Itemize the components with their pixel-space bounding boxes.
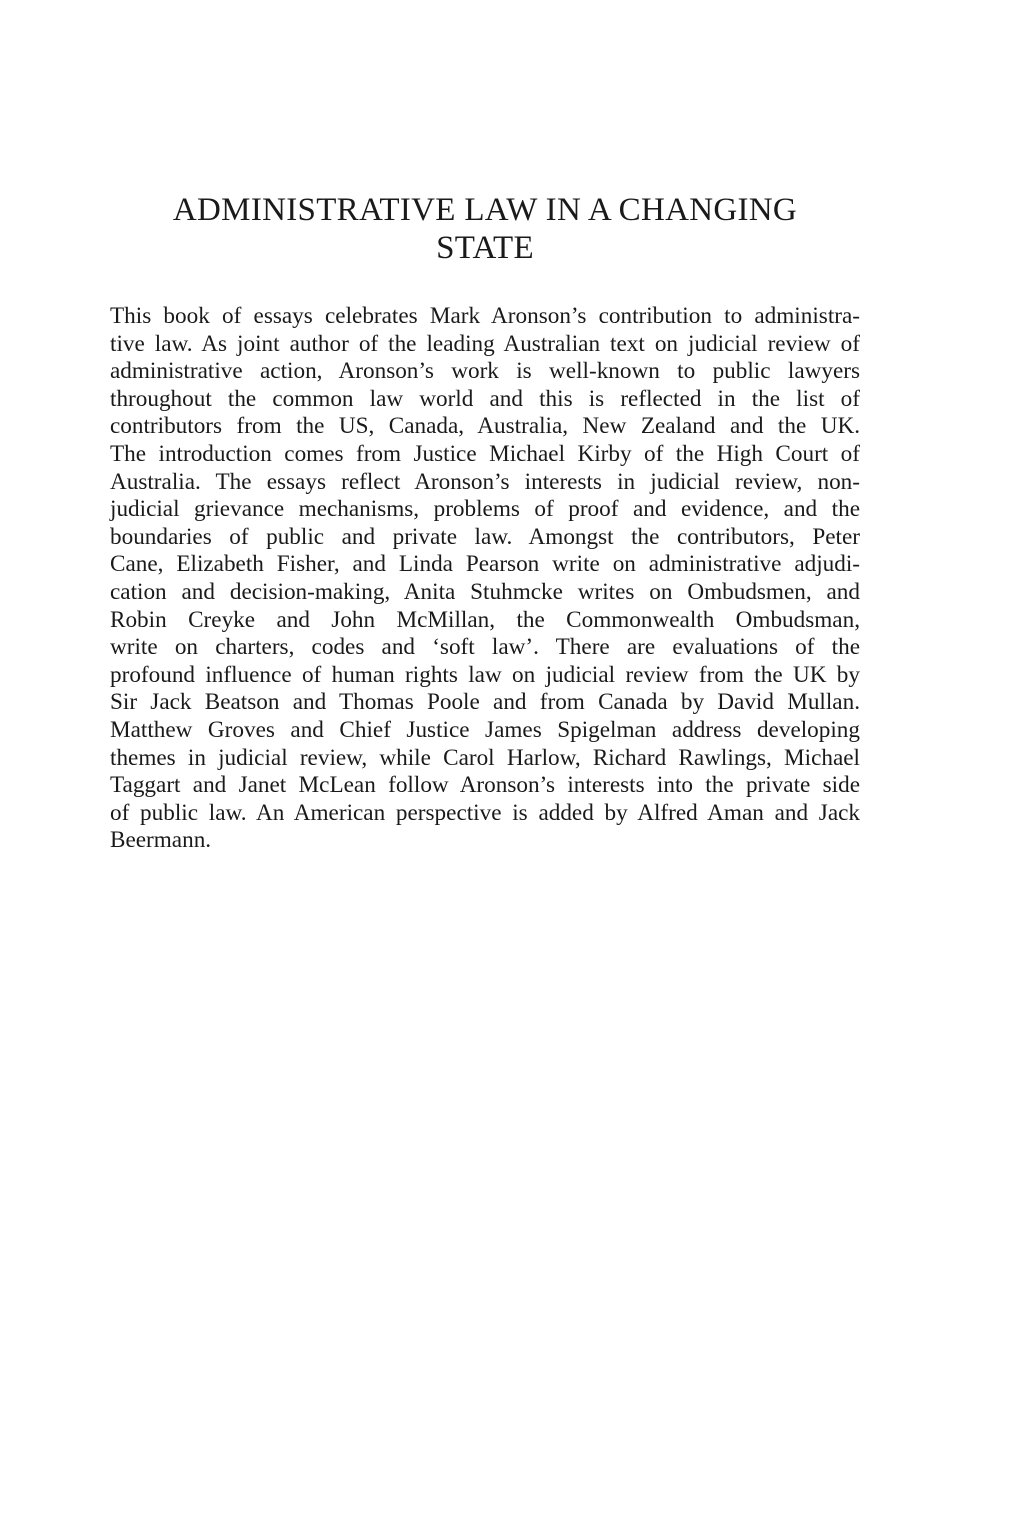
description-line: of public law. An American perspective is added by Alfred Aman and Jack <box>110 799 860 826</box>
book-title <box>110 191 860 267</box>
description-line: Cane, Elizabeth Fisher, and Linda Pearson write on administrative adjudi- <box>110 551 860 578</box>
description-line: judicial grievance mechanisms, problems of proof and evidence, and the <box>110 496 860 523</box>
description-line: The introduction comes from Justice Michael Kirby of the High Court of <box>110 440 860 467</box>
description-line: Robin Creyke and John McMillan, the Commonwealth Ombudsman, <box>110 606 860 633</box>
description-line: profound influence of human rights law on judicial review from the UK by <box>110 661 860 688</box>
description-line: cation and decision-making, Anita Stuhmcke writes on Ombudsmen, and <box>110 578 860 605</box>
book-description <box>110 303 860 855</box>
description-line: Australia. The essays reflect Aronson’s interests in judicial review, non- <box>110 468 860 495</box>
description-line: administrative action, Aronson’s work is well-known to public lawyers <box>110 358 860 385</box>
description-line: This book of essays celebrates Mark Aronson’s contribution to administra- <box>110 303 860 329</box>
description-line: contributors from the US, Canada, Australia, New Zealand and the UK. <box>110 413 860 440</box>
description-line: write on charters, codes and ‘soft law’. There are evaluations of the <box>110 634 860 661</box>
book-title-line: ADMINISTRATIVE LAW IN A CHANGING <box>172 192 798 229</box>
description-line: themes in judicial review, while Carol Harlow, Richard Rawlings, Michael <box>110 744 860 771</box>
description-line: Taggart and Janet McLean follow Aronson’s interests into the private side <box>110 772 860 799</box>
description-line: throughout the common law world and this is reflected in the list of <box>110 385 860 412</box>
description-line: Matthew Groves and Chief Justice James Spigelman address developing <box>110 716 860 743</box>
description-line: tive law. As joint author of the leading Australian text on judicial review of <box>110 330 860 357</box>
description-line: Beermann. <box>110 827 212 854</box>
description-line: Sir Jack Beatson and Thomas Poole and from Canada by David Mullan. <box>110 689 860 716</box>
description-line: boundaries of public and private law. Amongst the contributors, Peter <box>110 523 860 550</box>
book-title-line: STATE <box>436 230 534 267</box>
